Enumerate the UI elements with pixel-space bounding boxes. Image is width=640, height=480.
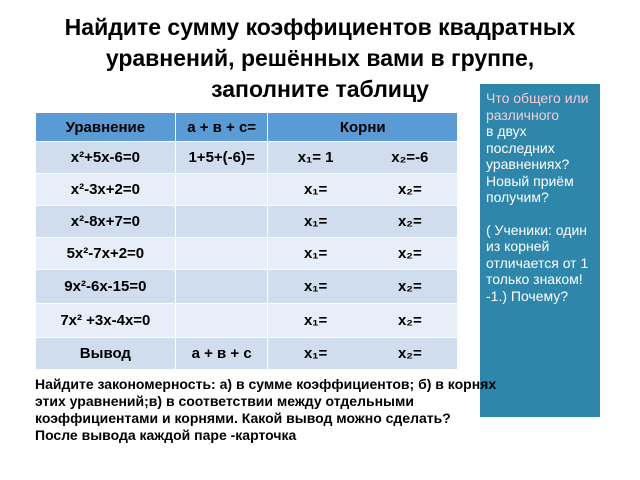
root-x2: х₂= (397, 213, 422, 230)
root-x2: х₂= (397, 245, 422, 262)
header-sum: а + в + с= (175, 113, 268, 142)
sum-cell (175, 270, 268, 304)
sum-cell: а + в + с (175, 338, 268, 370)
roots-cell (268, 206, 458, 238)
sum-cell (175, 238, 268, 270)
root-x2: х₂= (397, 312, 422, 329)
sidebox-question-rest: в двух последних уравнениях? Новый приём получим? (486, 123, 574, 205)
roots-cell (268, 174, 458, 206)
root-x1: х₁= (303, 245, 328, 262)
equation-cell: х²+5х-6=0 (36, 142, 176, 174)
root-x1: х₁= (303, 213, 328, 230)
root-x1: х₁= 1 (297, 149, 334, 166)
equations-table (35, 112, 458, 370)
roots-cell (268, 238, 458, 270)
equation-cell: х²-8х+7=0 (36, 206, 176, 238)
header-equation: Уравнение (36, 113, 176, 142)
root-x2: х₂= (397, 181, 422, 198)
root-x2: х₂= (397, 278, 422, 295)
sidebox-note: ( Ученики: один из корней отличается от 1 только знаком! -1.) Почему? (486, 221, 589, 304)
table-row (36, 174, 458, 206)
sum-cell (175, 206, 268, 238)
instructions-line-3: коэффициентами и корнями. Какой вывод можно сделать? (35, 410, 451, 426)
sum-cell: 1+5+(-6)= (175, 142, 268, 174)
root-x1: х₁= (303, 345, 328, 362)
instructions-line-4: После вывода каждой паре -карточка (35, 427, 297, 443)
sum-cell (175, 304, 268, 338)
root-x2: х₂= (397, 345, 422, 362)
equation-cell: х²-3х+2=0 (36, 174, 176, 206)
root-x1: х₁= (303, 181, 328, 198)
table-row (36, 142, 458, 174)
title-line-3: заполните таблицу (211, 76, 429, 102)
table-row (36, 206, 458, 238)
table-row (36, 304, 458, 338)
hint-sidebox (480, 84, 600, 417)
title-line-1: Найдите сумму коэффициентов квадратных (64, 14, 576, 40)
equation-cell: 9х²-6х-15=0 (36, 270, 176, 304)
instructions-line-1: Найдите закономерность: а) в сумме коэффициентов; б) в корнях (35, 376, 497, 392)
title-line-2: уравнений, решённых вами в группе, (105, 45, 535, 71)
table-row (36, 270, 458, 304)
table-row (36, 338, 458, 370)
conclusion-cell: Вывод (36, 338, 176, 370)
root-x2: х₂=-6 (391, 149, 429, 166)
table-row (36, 238, 458, 270)
equation-cell: 7х² +3х-4х=0 (36, 304, 176, 338)
roots-cell (268, 270, 458, 304)
sidebox-question: Что общего или различного (486, 90, 589, 123)
instructions-text (35, 376, 595, 444)
equation-cell: 5х²-7х+2=0 (36, 238, 176, 270)
table-header-row (36, 113, 458, 142)
root-x1: х₁= (303, 278, 328, 295)
sum-cell (175, 174, 268, 206)
roots-cell (268, 338, 458, 370)
roots-cell (268, 142, 458, 174)
roots-cell (268, 304, 458, 338)
header-roots: Корни (268, 113, 458, 142)
root-x1: х₁= (303, 312, 328, 329)
instructions-line-2: этих уравнений;в) в соответствии между отдельными (35, 393, 414, 409)
